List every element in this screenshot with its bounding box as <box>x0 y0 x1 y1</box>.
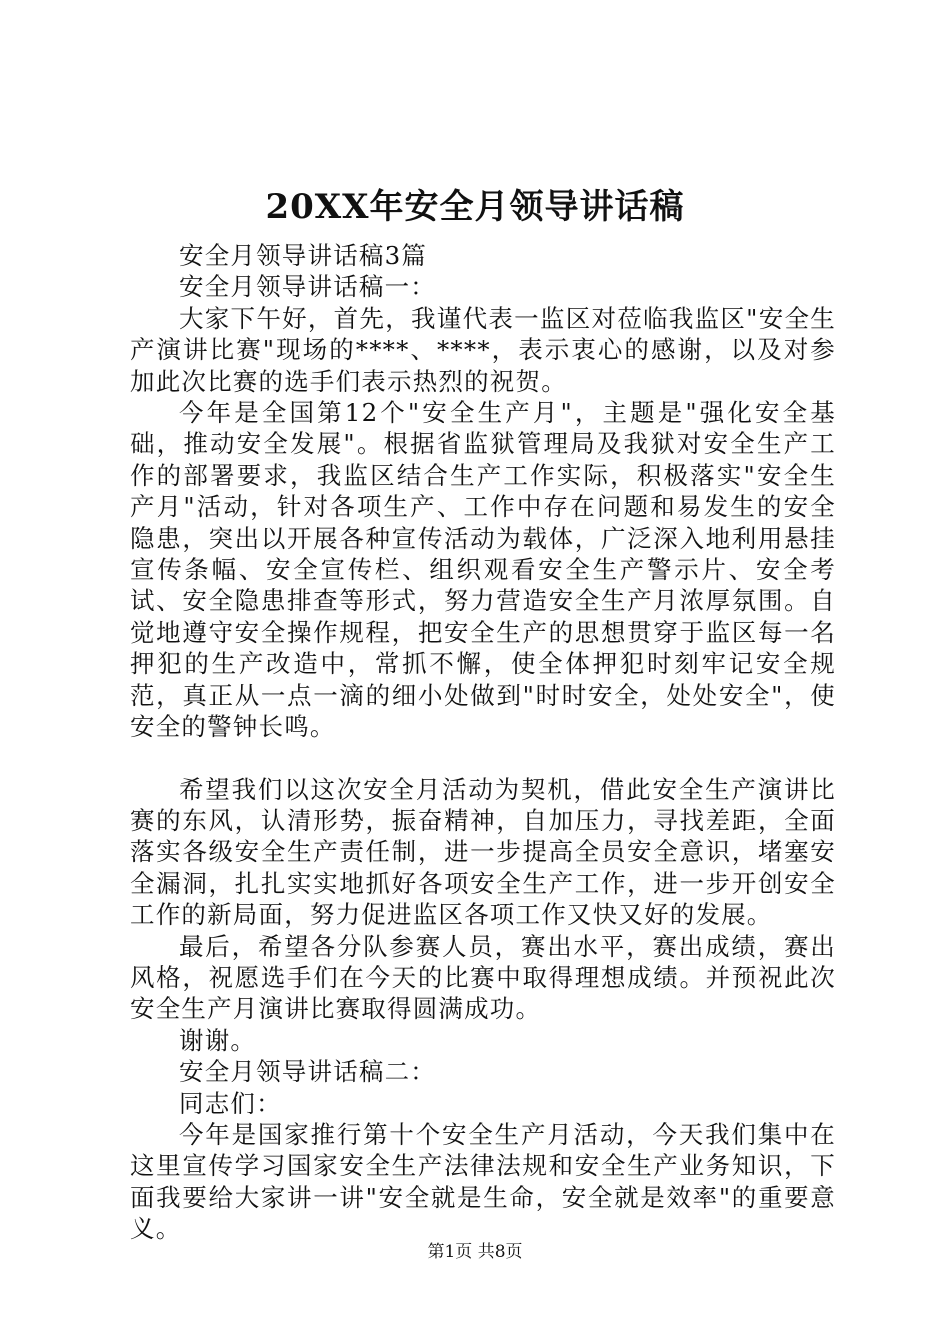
paragraph: 安全月领导讲话稿3篇 <box>179 241 428 270</box>
paragraph: 安全月领导讲话稿二： <box>179 1057 436 1087</box>
paragraph: 今年是全国第12个"安全生产月"，主题是"强化安全基础，推动安全发展"。根据省监狱管理局及我狱对安全生产工作的部署要求，我监区结合生产工作实际，积极落实"安全生产月"活动，针对各项生产、工作中存在问题和易发生的安全隐患，突出以开展各种宣传活动为载体，广泛深入地利用悬挂宣传条幅、安全宣传栏、组织观看安全生产警示片、安全考试、安全隐患排查等形式，努力营造安全生产月浓厚氛围。自觉地遵守安全操作规程，把安全生产的思想贯穿于监区每一名押犯的生产改造中，常抓不懈，使全体押犯时刻牢记安全规范，真正从一点一滴的细小处做到"时时安全，处处安全"，使安全的警钟长鸣。 <box>130 398 836 742</box>
paragraph: 同志们： <box>179 1088 282 1118</box>
paragraph: 希望我们以这次安全月活动为契机，借此安全生产演讲比赛的东风，认清形势，振奋精神，自加压力，寻找差距，全面落实各级安全生产责任制，进一步提高全员安全意识，堵塞安全漏洞，扎扎实实地抓好各项安全生产工作，进一步开创安全工作的新局面，努力促进监区各项工作又快又好的发展。 <box>130 774 836 930</box>
document-title: 20XX年安全月领导讲话稿 <box>265 187 685 227</box>
page-footer: 第1页 共8页 <box>427 1242 523 1262</box>
paragraph: 最后，希望各分队参赛人员，赛出水平，赛出成绩，赛出风格，祝愿选手们在今天的比赛中取得理想成绩。并预祝此次安全生产月演讲比赛取得圆满成功。 <box>130 931 836 1024</box>
paragraph: 安全月领导讲话稿一： <box>179 272 436 302</box>
document-body <box>130 240 836 1245</box>
paragraph: 大家下午好，首先，我谨代表一监区对莅临我监区"安全生产演讲比赛"现场的****、****，表示衷心的感谢，以及对参加此次比赛的选手们表示热烈的祝贺。 <box>130 303 836 396</box>
paragraph: 谢谢。 <box>179 1025 257 1055</box>
paragraph: 今年是国家推行第十个安全生产月活动，今天我们集中在这里宣传学习国家安全生产法律法规和安全生产业务知识，下面我要给大家讲一讲"安全就是生命，安全就是效率"的重要意义。 <box>130 1119 836 1244</box>
